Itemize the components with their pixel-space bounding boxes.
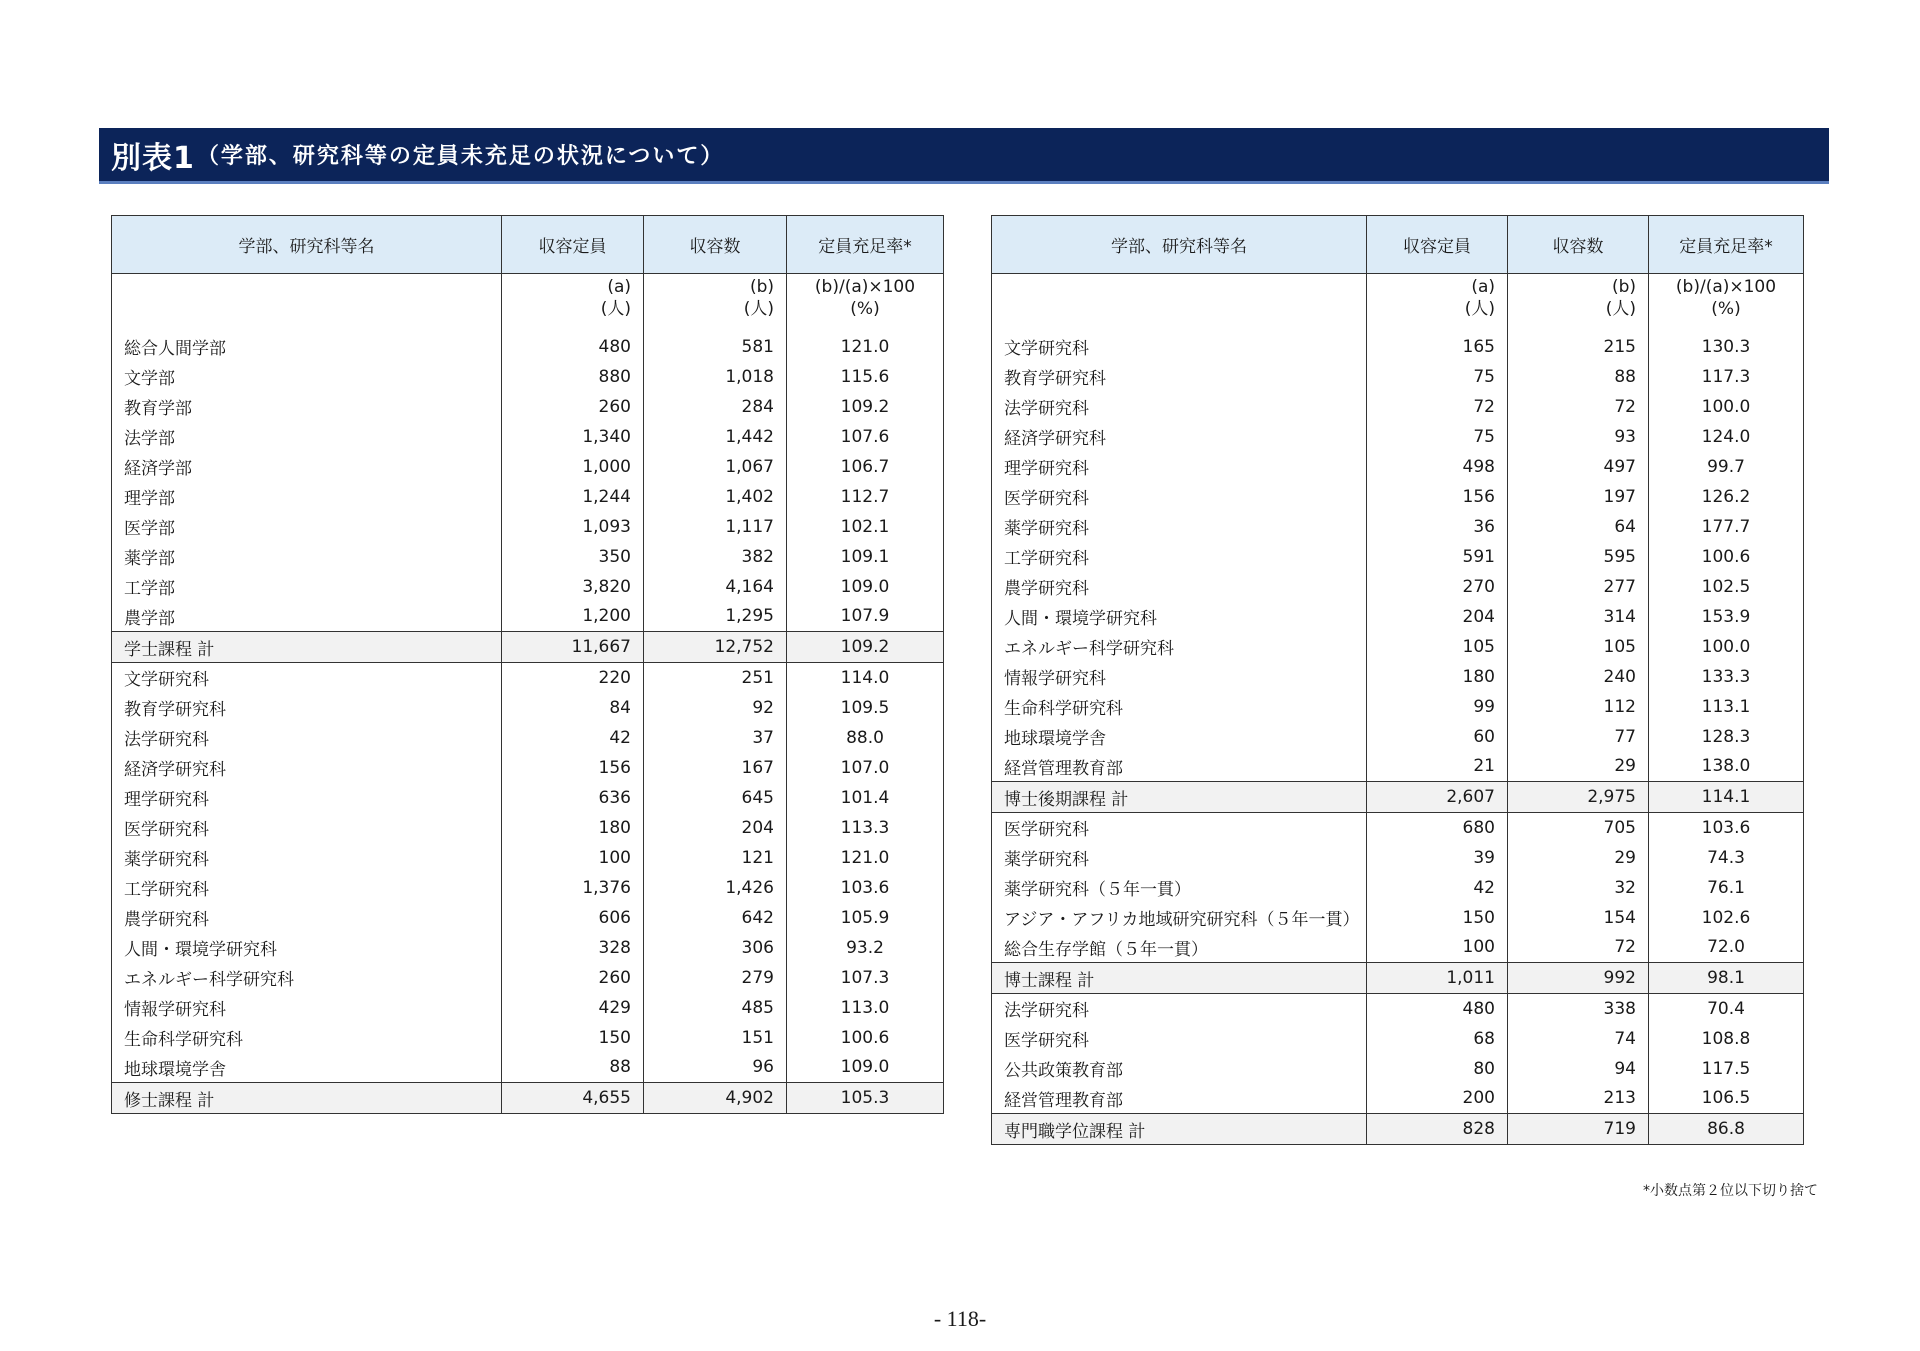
table-row <box>992 752 1804 782</box>
subtotal-row <box>992 782 1804 813</box>
cell-rate: 100.0 <box>1649 632 1804 662</box>
cell-enrolled: 77 <box>1508 722 1649 752</box>
header-rate: 定員充足率* <box>787 216 944 274</box>
cell-capacity: 260 <box>502 392 644 422</box>
cell-enrolled: 64 <box>1508 512 1649 542</box>
cell-capacity: 156 <box>1367 482 1508 512</box>
table-row <box>992 933 1804 963</box>
cell-enrolled: 1,018 <box>644 362 787 392</box>
table-row <box>992 722 1804 752</box>
cell-enrolled: 338 <box>1508 994 1649 1024</box>
cell-enrolled: 1,295 <box>644 602 787 632</box>
cell-rate: 109.1 <box>787 542 944 572</box>
cell-enrolled: 1,117 <box>644 512 787 542</box>
cell-rate: 107.0 <box>787 753 944 783</box>
cell-capacity: 2,607 <box>1367 782 1508 813</box>
unit-formula: (b)/(a)×100 <box>814 277 916 297</box>
cell-name: 人間・環境学研究科 <box>992 602 1367 632</box>
cell-rate: 98.1 <box>1649 963 1804 994</box>
cell-rate: 106.7 <box>787 452 944 482</box>
cell-rate: 153.9 <box>1649 602 1804 632</box>
cell-rate: 107.3 <box>787 963 944 993</box>
cell-name: 医学研究科 <box>992 813 1367 843</box>
table-row <box>992 572 1804 602</box>
cell-name: 工学研究科 <box>112 873 502 903</box>
cell-rate: 115.6 <box>787 362 944 392</box>
cell-enrolled: 92 <box>644 693 787 723</box>
cell-capacity: 88 <box>502 1053 644 1083</box>
cell-capacity: 3,820 <box>502 572 644 602</box>
cell-name: 薬学研究科（５年一貫） <box>992 873 1367 903</box>
table-row <box>112 693 944 723</box>
cell-name: 法学研究科 <box>112 723 502 753</box>
cell-enrolled: 72 <box>1508 392 1649 422</box>
cell-name: 農学部 <box>112 602 502 632</box>
subtotal-row <box>112 632 944 663</box>
cell-capacity: 180 <box>1367 662 1508 692</box>
cell-enrolled: 279 <box>644 963 787 993</box>
table-row <box>112 392 944 422</box>
cell-enrolled: 1,442 <box>644 422 787 452</box>
table-row <box>992 632 1804 662</box>
table-row <box>112 332 944 362</box>
cell-enrolled: 581 <box>644 332 787 362</box>
table-row <box>992 392 1804 422</box>
cell-capacity: 270 <box>1367 572 1508 602</box>
cell-rate: 128.3 <box>1649 722 1804 752</box>
cell-capacity: 480 <box>502 332 644 362</box>
cell-capacity: 42 <box>502 723 644 753</box>
header-row <box>992 216 1804 274</box>
cell-enrolled: 2,975 <box>1508 782 1649 813</box>
cell-capacity: 880 <box>502 362 644 392</box>
table-row <box>992 332 1804 362</box>
table-row <box>992 873 1804 903</box>
units-row <box>992 274 1804 332</box>
cell-capacity: 591 <box>1367 542 1508 572</box>
cell-rate: 113.1 <box>1649 692 1804 722</box>
cell-name: 専門職学位課程 計 <box>992 1114 1367 1145</box>
table-row <box>992 1024 1804 1054</box>
cell-enrolled: 105 <box>1508 632 1649 662</box>
cell-rate: 74.3 <box>1649 843 1804 873</box>
table-row <box>112 813 944 843</box>
subtotal-row <box>992 1114 1804 1145</box>
cell-name: 修士課程 計 <box>112 1083 502 1114</box>
cell-rate: 105.9 <box>787 903 944 933</box>
cell-enrolled: 213 <box>1508 1084 1649 1114</box>
cell-name: 医学研究科 <box>992 1024 1367 1054</box>
table-row <box>112 452 944 482</box>
table-row <box>992 362 1804 392</box>
cell-enrolled: 642 <box>644 903 787 933</box>
cell-capacity: 220 <box>502 663 644 693</box>
cell-enrolled: 204 <box>644 813 787 843</box>
unit-person: (人) <box>600 299 631 319</box>
cell-name: 薬学研究科 <box>992 843 1367 873</box>
cell-rate: 105.3 <box>787 1083 944 1114</box>
cell-rate: 107.9 <box>787 602 944 632</box>
cell-capacity: 350 <box>502 542 644 572</box>
cell-rate: 130.3 <box>1649 332 1804 362</box>
cell-capacity: 1,376 <box>502 873 644 903</box>
cell-name: 経営管理教育部 <box>992 752 1367 782</box>
table-row <box>992 1054 1804 1084</box>
cell-capacity: 60 <box>1367 722 1508 752</box>
table-row <box>112 512 944 542</box>
cell-capacity: 498 <box>1367 452 1508 482</box>
cell-enrolled: 251 <box>644 663 787 693</box>
cell-rate: 177.7 <box>1649 512 1804 542</box>
header-name: 学部、研究科等名 <box>112 216 502 274</box>
cell-name: 公共政策教育部 <box>992 1054 1367 1084</box>
cell-enrolled: 1,426 <box>644 873 787 903</box>
table-row <box>112 993 944 1023</box>
table-row <box>992 452 1804 482</box>
cell-name: 人間・環境学研究科 <box>112 933 502 963</box>
cell-name: 生命科学研究科 <box>992 692 1367 722</box>
cell-name: 教育学研究科 <box>112 693 502 723</box>
left-table <box>111 215 944 1114</box>
unit-person: (人) <box>1464 299 1495 319</box>
table-row <box>112 963 944 993</box>
table-row <box>112 723 944 753</box>
cell-capacity: 1,011 <box>1367 963 1508 994</box>
cell-rate: 109.5 <box>787 693 944 723</box>
cell-capacity: 105 <box>1367 632 1508 662</box>
cell-name: 薬学部 <box>112 542 502 572</box>
cell-rate: 99.7 <box>1649 452 1804 482</box>
cell-name: 農学研究科 <box>992 572 1367 602</box>
cell-name: 情報学研究科 <box>992 662 1367 692</box>
table-row <box>992 813 1804 843</box>
cell-capacity: 11,667 <box>502 632 644 663</box>
cell-capacity: 75 <box>1367 422 1508 452</box>
cell-capacity: 1,244 <box>502 482 644 512</box>
unit-person: (人) <box>743 299 774 319</box>
cell-enrolled: 992 <box>1508 963 1649 994</box>
cell-rate: 121.0 <box>787 332 944 362</box>
cell-rate: 72.0 <box>1649 933 1804 963</box>
cell-enrolled: 88 <box>1508 362 1649 392</box>
cell-name: 法学研究科 <box>992 392 1367 422</box>
cell-capacity: 606 <box>502 903 644 933</box>
cell-rate: 106.5 <box>1649 1084 1804 1114</box>
cell-name: 法学研究科 <box>992 994 1367 1024</box>
cell-rate: 109.2 <box>787 632 944 663</box>
cell-capacity: 39 <box>1367 843 1508 873</box>
cell-capacity: 72 <box>1367 392 1508 422</box>
table-row <box>992 994 1804 1024</box>
header-enrolled: 収容数 <box>644 216 787 274</box>
cell-enrolled: 1,067 <box>644 452 787 482</box>
cell-rate: 100.6 <box>787 1023 944 1053</box>
unit-b: (b) <box>749 277 774 297</box>
cell-enrolled: 74 <box>1508 1024 1649 1054</box>
cell-capacity: 480 <box>1367 994 1508 1024</box>
unit-a: (a) <box>1471 277 1495 297</box>
cell-enrolled: 705 <box>1508 813 1649 843</box>
cell-capacity: 150 <box>1367 903 1508 933</box>
table-row <box>992 903 1804 933</box>
cell-enrolled: 215 <box>1508 332 1649 362</box>
subtotal-row <box>992 963 1804 994</box>
cell-rate: 121.0 <box>787 843 944 873</box>
unit-person: (人) <box>1605 299 1636 319</box>
cell-rate: 108.8 <box>1649 1024 1804 1054</box>
cell-enrolled: 112 <box>1508 692 1649 722</box>
cell-enrolled: 151 <box>644 1023 787 1053</box>
table-row <box>992 482 1804 512</box>
cell-name: 経営管理教育部 <box>992 1084 1367 1114</box>
table-row <box>112 933 944 963</box>
cell-enrolled: 32 <box>1508 873 1649 903</box>
cell-name: 経済学部 <box>112 452 502 482</box>
cell-name: エネルギー科学研究科 <box>992 632 1367 662</box>
unit-b: (b) <box>1611 277 1636 297</box>
table-row <box>992 843 1804 873</box>
cell-name: 工学研究科 <box>992 542 1367 572</box>
title-main: 別表1 <box>111 140 195 176</box>
cell-enrolled: 29 <box>1508 843 1649 873</box>
table-row <box>112 482 944 512</box>
cell-name: 医学研究科 <box>992 482 1367 512</box>
cell-rate: 109.2 <box>787 392 944 422</box>
cell-enrolled: 314 <box>1508 602 1649 632</box>
table-row <box>992 422 1804 452</box>
cell-capacity: 150 <box>502 1023 644 1053</box>
cell-rate: 101.4 <box>787 783 944 813</box>
cell-enrolled: 4,164 <box>644 572 787 602</box>
cell-enrolled: 96 <box>644 1053 787 1083</box>
cell-enrolled: 12,752 <box>644 632 787 663</box>
units-row <box>112 274 944 332</box>
cell-capacity: 36 <box>1367 512 1508 542</box>
cell-name: アジア・アフリカ地域研究研究科（５年一貫） <box>992 903 1367 933</box>
cell-rate: 112.7 <box>787 482 944 512</box>
cell-capacity: 21 <box>1367 752 1508 782</box>
unit-a: (a) <box>607 277 631 297</box>
cell-enrolled: 645 <box>644 783 787 813</box>
cell-name: 医学部 <box>112 512 502 542</box>
cell-name: 薬学研究科 <box>112 843 502 873</box>
cell-enrolled: 121 <box>644 843 787 873</box>
cell-capacity: 204 <box>1367 602 1508 632</box>
cell-rate: 114.1 <box>1649 782 1804 813</box>
table-row <box>992 1084 1804 1114</box>
cell-capacity: 4,655 <box>502 1083 644 1114</box>
title-bar <box>99 128 1829 184</box>
table-row <box>112 602 944 632</box>
cell-capacity: 68 <box>1367 1024 1508 1054</box>
header-capacity: 収容定員 <box>502 216 644 274</box>
table-row <box>112 362 944 392</box>
cell-name: エネルギー科学研究科 <box>112 963 502 993</box>
cell-name: 生命科学研究科 <box>112 1023 502 1053</box>
table-row <box>992 512 1804 542</box>
cell-name: 地球環境学舎 <box>992 722 1367 752</box>
cell-rate: 138.0 <box>1649 752 1804 782</box>
cell-capacity: 156 <box>502 753 644 783</box>
cell-name: 教育学部 <box>112 392 502 422</box>
cell-capacity: 680 <box>1367 813 1508 843</box>
cell-enrolled: 277 <box>1508 572 1649 602</box>
cell-rate: 103.6 <box>787 873 944 903</box>
cell-capacity: 180 <box>502 813 644 843</box>
cell-name: 文学研究科 <box>992 332 1367 362</box>
unit-percent: (%) <box>1711 299 1741 319</box>
table-row <box>112 753 944 783</box>
table-row <box>992 542 1804 572</box>
cell-capacity: 1,000 <box>502 452 644 482</box>
table-row <box>992 692 1804 722</box>
cell-name: 理学部 <box>112 482 502 512</box>
unit-percent: (%) <box>850 299 880 319</box>
table-row <box>112 1053 944 1083</box>
table-row <box>112 572 944 602</box>
cell-enrolled: 595 <box>1508 542 1649 572</box>
cell-capacity: 84 <box>502 693 644 723</box>
table-row <box>112 422 944 452</box>
header-enrolled: 収容数 <box>1508 216 1649 274</box>
table-row <box>992 602 1804 632</box>
cell-rate: 102.1 <box>787 512 944 542</box>
cell-capacity: 165 <box>1367 332 1508 362</box>
cell-enrolled: 72 <box>1508 933 1649 963</box>
cell-capacity: 1,200 <box>502 602 644 632</box>
table-row <box>112 542 944 572</box>
cell-name: 総合生存学館（５年一貫） <box>992 933 1367 963</box>
cell-enrolled: 197 <box>1508 482 1649 512</box>
cell-enrolled: 37 <box>644 723 787 753</box>
cell-capacity: 100 <box>1367 933 1508 963</box>
header-capacity: 収容定員 <box>1367 216 1508 274</box>
cell-enrolled: 485 <box>644 993 787 1023</box>
title-sub: （学部、研究科等の定員未充足の状況について） <box>196 144 725 169</box>
cell-rate: 124.0 <box>1649 422 1804 452</box>
cell-enrolled: 382 <box>644 542 787 572</box>
cell-capacity: 429 <box>502 993 644 1023</box>
cell-rate: 113.3 <box>787 813 944 843</box>
cell-name: 経済学研究科 <box>992 422 1367 452</box>
cell-name: 法学部 <box>112 422 502 452</box>
header-name: 学部、研究科等名 <box>992 216 1367 274</box>
subtotal-row <box>112 1083 944 1114</box>
cell-capacity: 828 <box>1367 1114 1508 1145</box>
cell-name: 総合人間学部 <box>112 332 502 362</box>
cell-enrolled: 93 <box>1508 422 1649 452</box>
cell-enrolled: 306 <box>644 933 787 963</box>
cell-enrolled: 719 <box>1508 1114 1649 1145</box>
footnote: *小数点第２位以下切り捨て <box>1643 1183 1818 1199</box>
cell-rate: 88.0 <box>787 723 944 753</box>
cell-rate: 107.6 <box>787 422 944 452</box>
cell-rate: 93.2 <box>787 933 944 963</box>
cell-capacity: 42 <box>1367 873 1508 903</box>
cell-rate: 76.1 <box>1649 873 1804 903</box>
cell-capacity: 1,340 <box>502 422 644 452</box>
cell-name: 薬学研究科 <box>992 512 1367 542</box>
table-row <box>112 663 944 693</box>
cell-capacity: 636 <box>502 783 644 813</box>
cell-rate: 109.0 <box>787 1053 944 1083</box>
cell-name: 地球環境学舎 <box>112 1053 502 1083</box>
cell-enrolled: 240 <box>1508 662 1649 692</box>
cell-enrolled: 154 <box>1508 903 1649 933</box>
cell-name: 経済学研究科 <box>112 753 502 783</box>
cell-rate: 114.0 <box>787 663 944 693</box>
cell-name: 理学研究科 <box>992 452 1367 482</box>
cell-rate: 117.3 <box>1649 362 1804 392</box>
cell-capacity: 328 <box>502 933 644 963</box>
cell-rate: 100.6 <box>1649 542 1804 572</box>
cell-name: 教育学研究科 <box>992 362 1367 392</box>
table-row <box>992 662 1804 692</box>
cell-enrolled: 284 <box>644 392 787 422</box>
cell-name: 博士後期課程 計 <box>992 782 1367 813</box>
cell-rate: 86.8 <box>1649 1114 1804 1145</box>
cell-enrolled: 29 <box>1508 752 1649 782</box>
cell-capacity: 1,093 <box>502 512 644 542</box>
cell-rate: 103.6 <box>1649 813 1804 843</box>
right-table <box>991 215 1804 1145</box>
cell-capacity: 100 <box>502 843 644 873</box>
cell-enrolled: 1,402 <box>644 482 787 512</box>
cell-rate: 133.3 <box>1649 662 1804 692</box>
cell-enrolled: 4,902 <box>644 1083 787 1114</box>
cell-name: 工学部 <box>112 572 502 602</box>
cell-capacity: 99 <box>1367 692 1508 722</box>
cell-rate: 70.4 <box>1649 994 1804 1024</box>
cell-rate: 100.0 <box>1649 392 1804 422</box>
header-row <box>112 216 944 274</box>
cell-capacity: 200 <box>1367 1084 1508 1114</box>
cell-name: 文学研究科 <box>112 663 502 693</box>
cell-rate: 113.0 <box>787 993 944 1023</box>
unit-formula: (b)/(a)×100 <box>1675 277 1777 297</box>
table-row <box>112 873 944 903</box>
cell-enrolled: 167 <box>644 753 787 783</box>
cell-rate: 102.6 <box>1649 903 1804 933</box>
table-row <box>112 903 944 933</box>
header-rate: 定員充足率* <box>1649 216 1804 274</box>
cell-name: 医学研究科 <box>112 813 502 843</box>
table-row <box>112 783 944 813</box>
page-number: - 118- <box>933 1306 987 1331</box>
cell-capacity: 75 <box>1367 362 1508 392</box>
cell-name: 学士課程 計 <box>112 632 502 663</box>
cell-name: 情報学研究科 <box>112 993 502 1023</box>
cell-name: 博士課程 計 <box>992 963 1367 994</box>
cell-rate: 126.2 <box>1649 482 1804 512</box>
cell-enrolled: 497 <box>1508 452 1649 482</box>
cell-rate: 109.0 <box>787 572 944 602</box>
table-row <box>112 843 944 873</box>
cell-rate: 117.5 <box>1649 1054 1804 1084</box>
cell-name: 文学部 <box>112 362 502 392</box>
cell-capacity: 80 <box>1367 1054 1508 1084</box>
table-row <box>112 1023 944 1053</box>
cell-enrolled: 94 <box>1508 1054 1649 1084</box>
cell-capacity: 260 <box>502 963 644 993</box>
cell-rate: 102.5 <box>1649 572 1804 602</box>
cell-name: 農学研究科 <box>112 903 502 933</box>
cell-name: 理学研究科 <box>112 783 502 813</box>
